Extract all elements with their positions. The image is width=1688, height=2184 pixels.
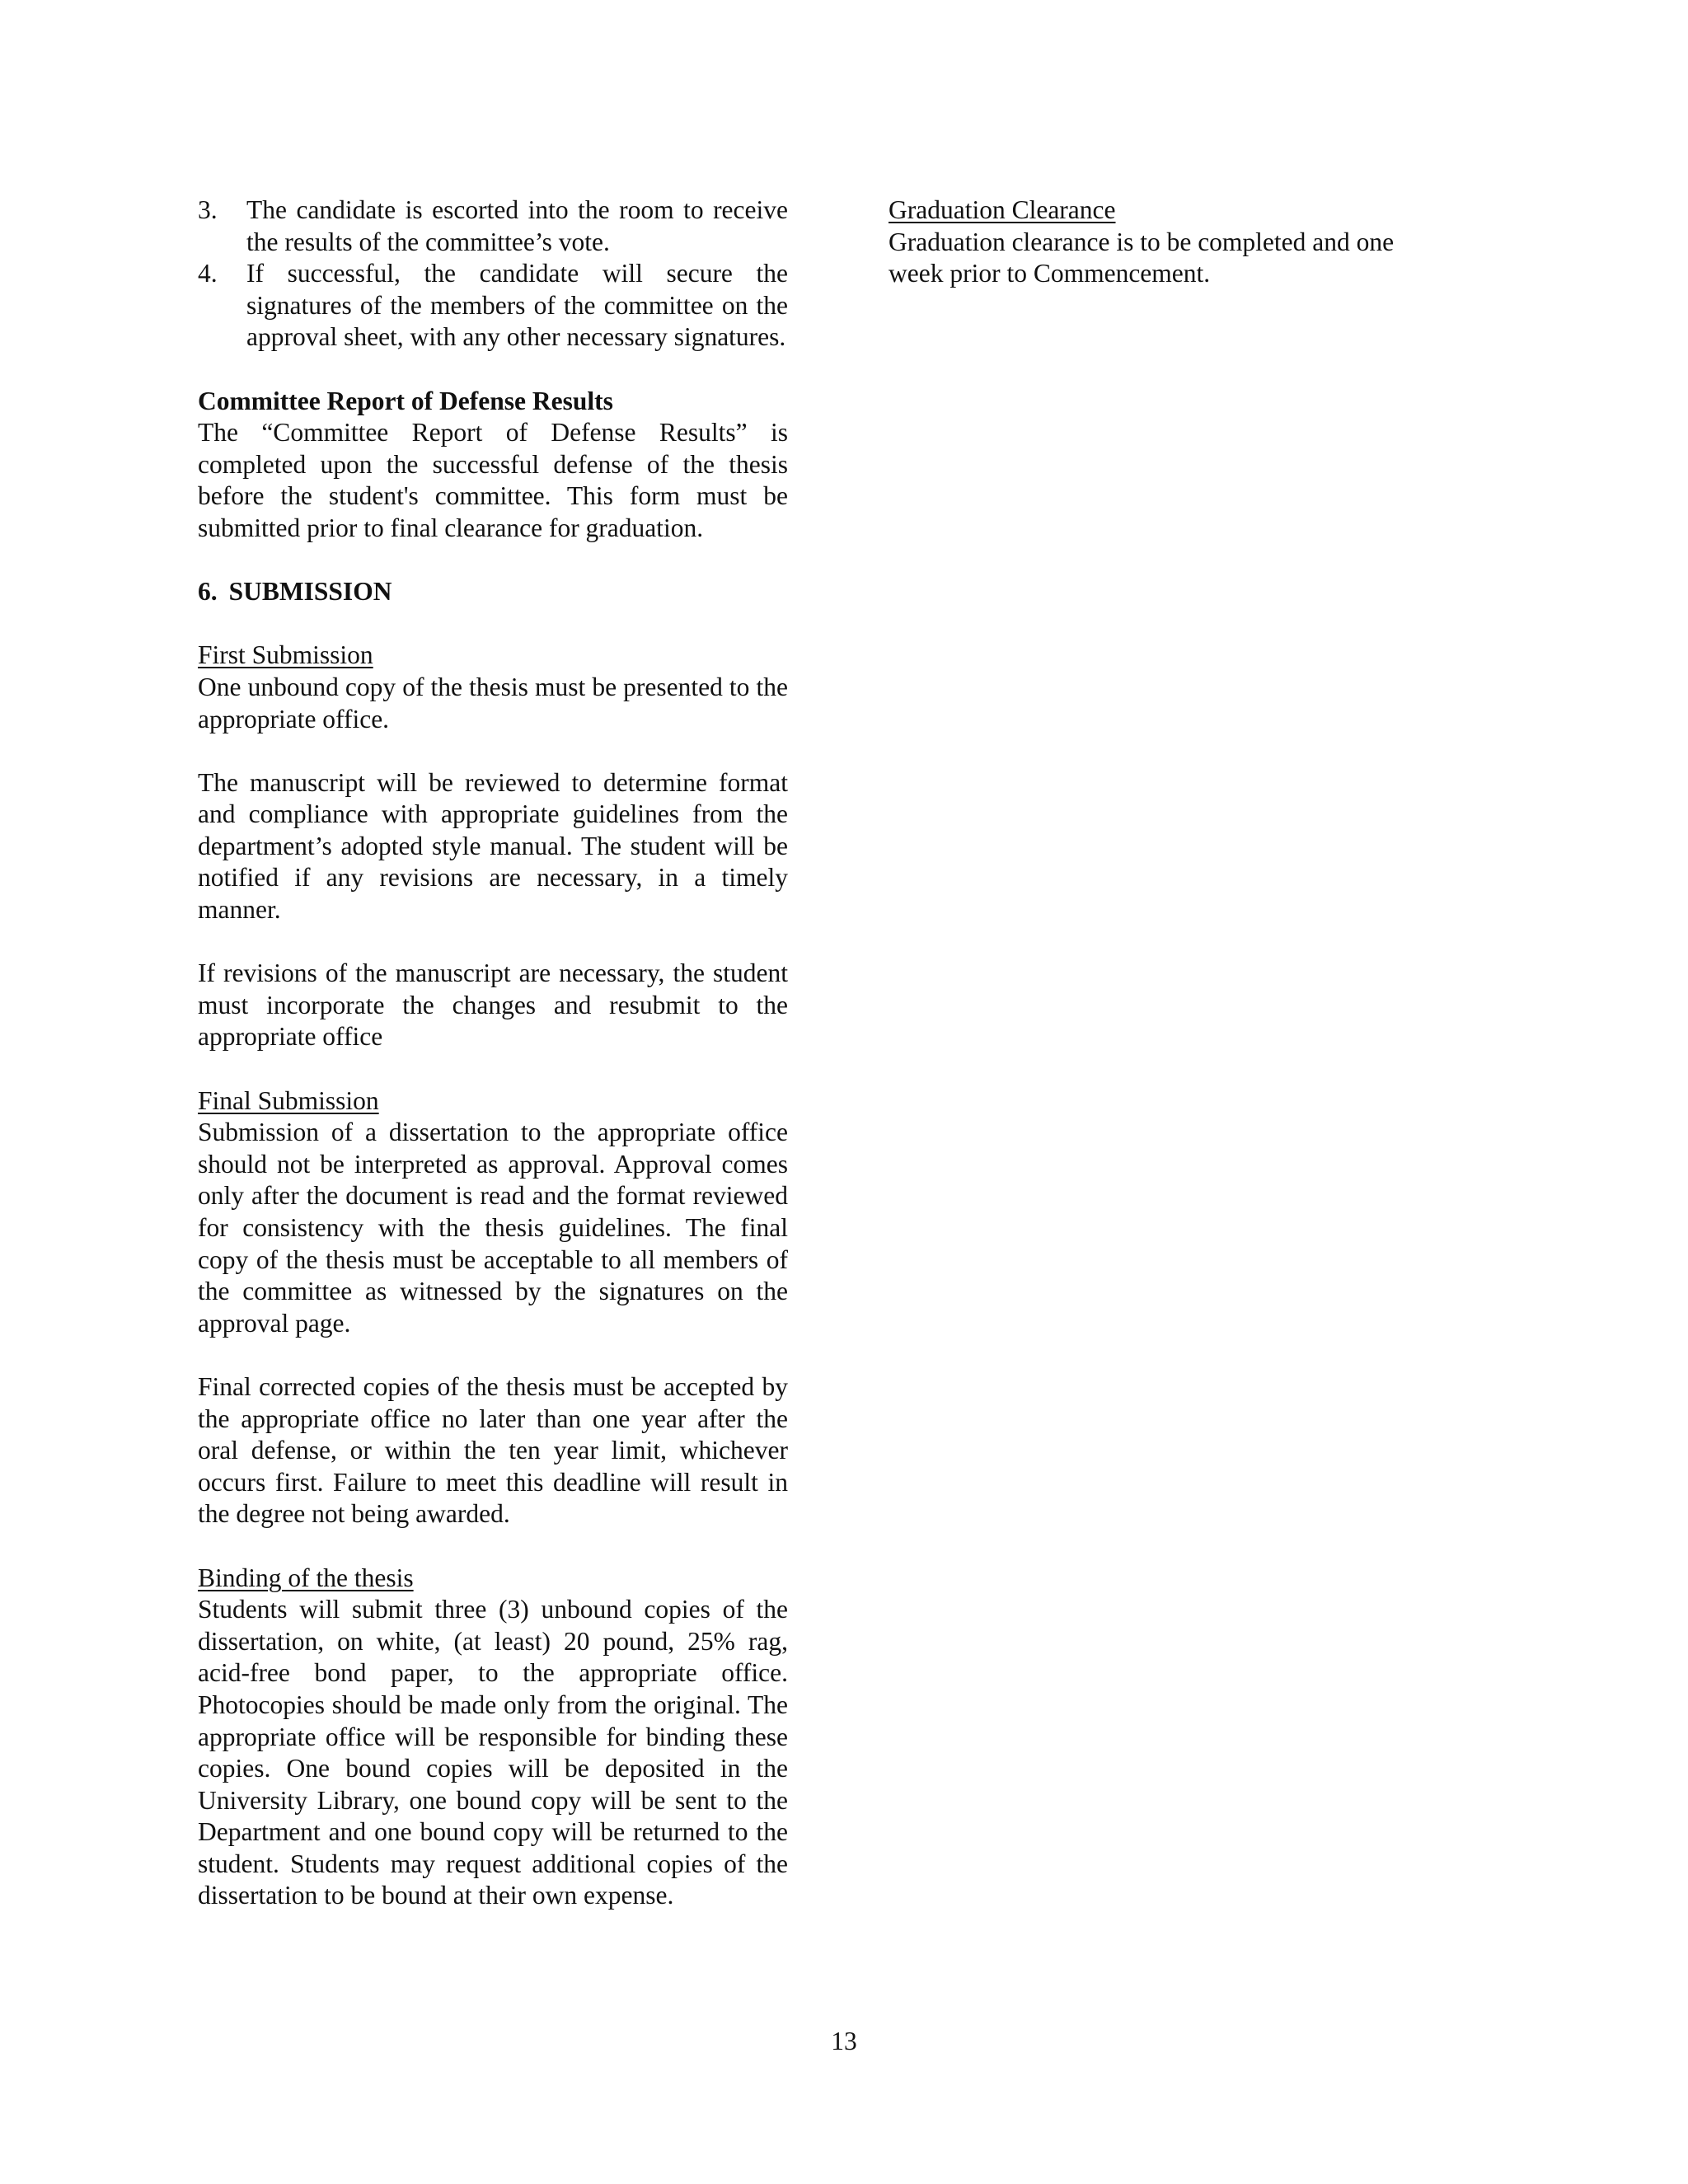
- graduation-clearance-line: week prior to Commencement.: [889, 259, 1211, 288]
- right-column: [889, 194, 1465, 290]
- section-heading: [198, 576, 788, 608]
- binding-heading: Binding of the thesis: [198, 1563, 414, 1592]
- list-item: [198, 194, 788, 258]
- list-item: [198, 258, 788, 354]
- binding-body: Students will submit three (3) unbound copies of the dissertation, on white, (at least) 20 pound, 25% rag, acid-free bond paper, to the appropriate office. Photocopies should be made only from the original. The appropriate office will be responsible for binding these copies. One bound copies will be deposited in the University Library, one bound copy will be sent to the Department and one bound copy will be returned to the student. Students may request additional copies of the dissertation to be bound at their own expense.: [198, 1595, 788, 1910]
- list-item-number: 3.: [198, 195, 218, 224]
- section-number: 6.: [198, 577, 218, 607]
- left-column: [198, 194, 788, 1912]
- final-submission-heading: Final Submission: [198, 1085, 379, 1115]
- final-submission-paragraph: Submission of a dissertation to the appropriate office should not be interpreted as approval. Approval comes only after the document is read and the format reviewed for consistency with the thesis guidelines. The final copy of the thesis must be acceptable to all members of the committee as witnessed by the signatures on the approval page.: [198, 1118, 788, 1338]
- committee-report-heading: Committee Report of Defense Results: [198, 386, 613, 415]
- graduation-clearance-line: Graduation clearance is to be completed and one: [889, 227, 1395, 256]
- list-item-number: 4.: [198, 259, 218, 288]
- graduation-clearance-heading: Graduation Clearance: [889, 195, 1116, 224]
- first-submission-paragraph: The manuscript will be reviewed to determine format and compliance with appropriate guidelines from the department’s adopted style manual. The student will be notified if any revisions are necessary, in a timely manner.: [198, 767, 788, 925]
- first-submission-paragraph: If revisions of the manuscript are necessary, the student must incorporate the changes and resubmit to the appropriate office: [198, 958, 788, 1052]
- first-submission-heading: First Submission: [198, 640, 373, 670]
- committee-report-body: The “Committee Report of Defense Results” is completed upon the successful defense of the thesis before the student's committee. This form must be submitted prior to final clearance for graduation.: [198, 418, 788, 542]
- procedure-list: [198, 194, 788, 354]
- section-title: SUBMISSION: [228, 577, 392, 607]
- list-item-text: If successful, the candidate will secure the signatures of the members of the committee on the approval sheet, with any other necessary signatures.: [246, 259, 788, 352]
- page-number: 13: [831, 2027, 857, 2055]
- first-submission-paragraph: One unbound copy of the thesis must be presented to the appropriate office.: [198, 672, 788, 733]
- list-item-text: The candidate is escorted into the room to receive the results of the committee’s vote.: [246, 195, 788, 256]
- final-submission-paragraph: Final corrected copies of the thesis must be accepted by the appropriate office no later than one year after the oral defense, or within the ten year limit, whichever occurs first. Failure to meet this deadline will result in the degree not being awarded.: [198, 1371, 788, 1529]
